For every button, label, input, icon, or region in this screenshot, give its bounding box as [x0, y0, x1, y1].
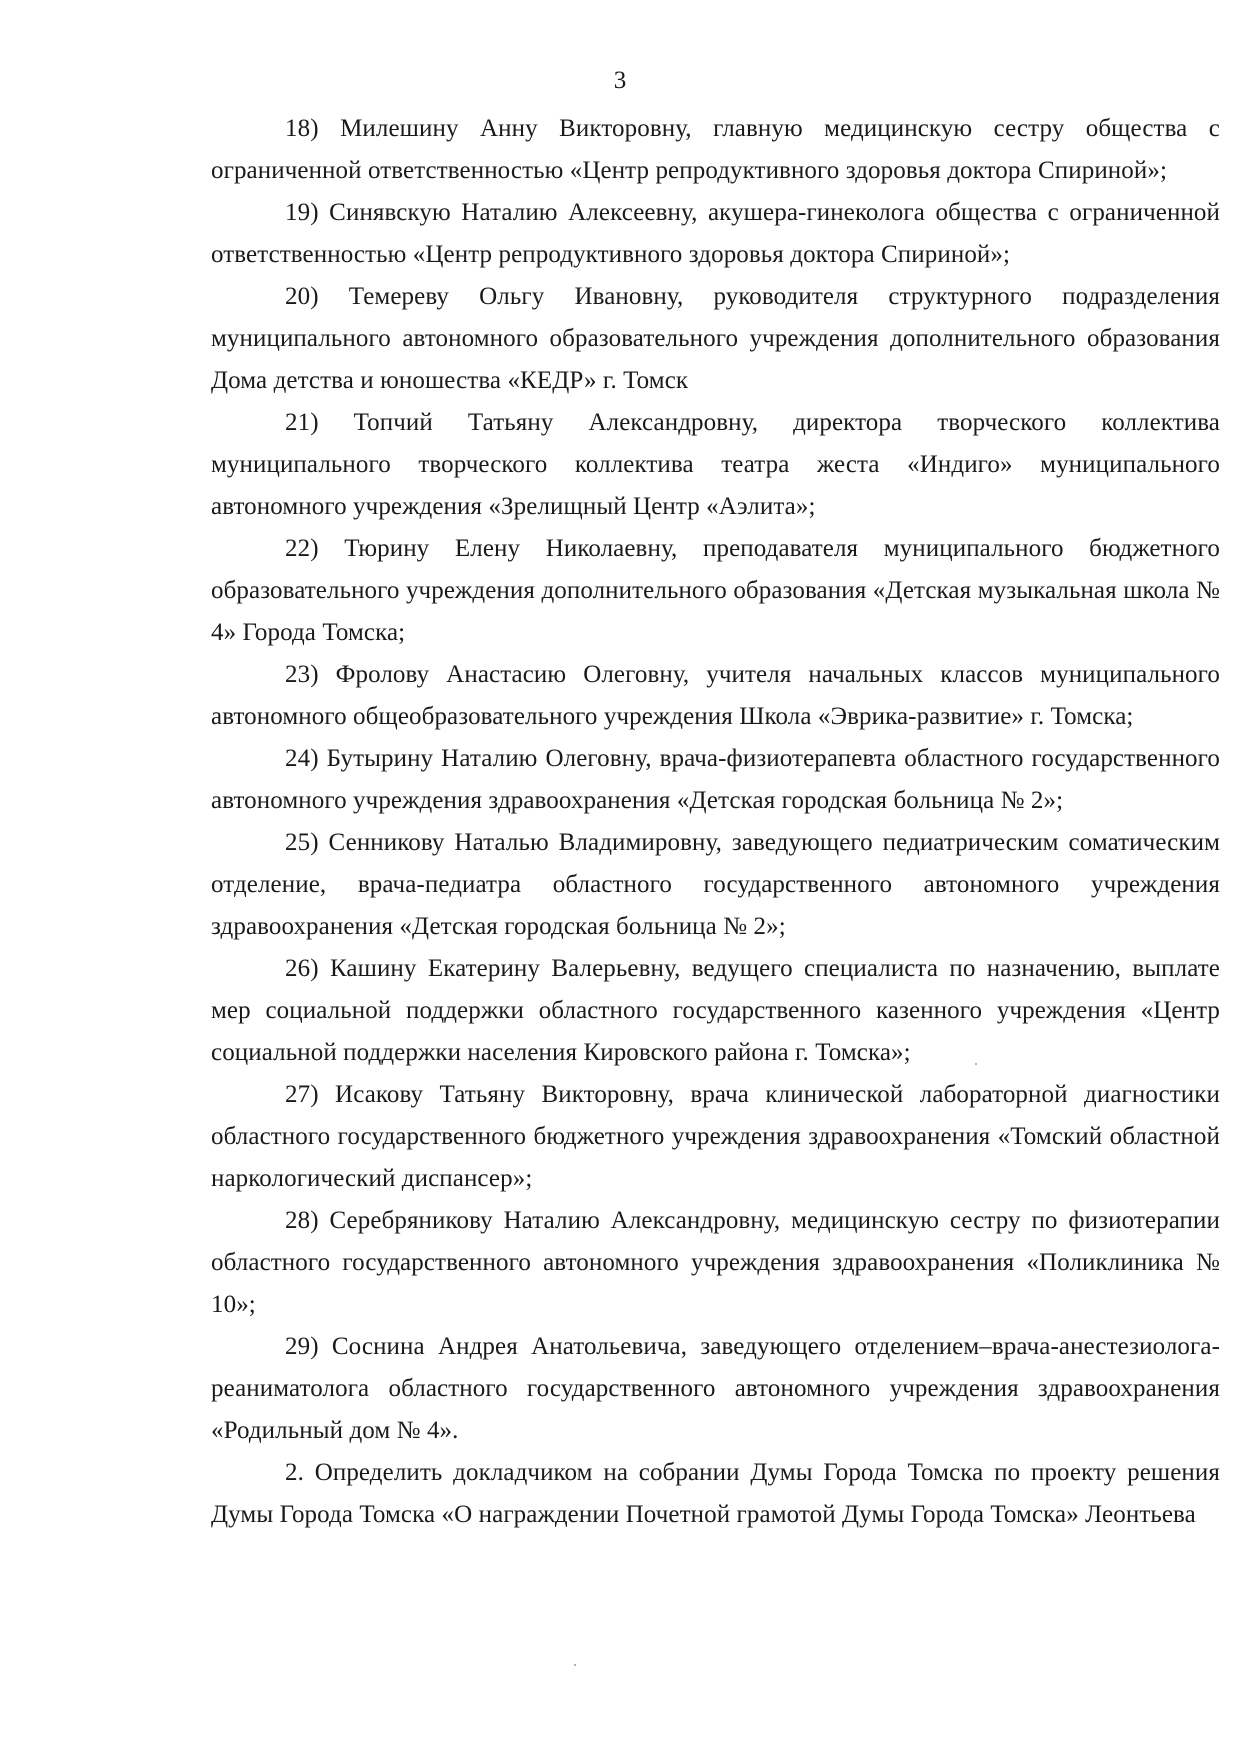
scan-speck [574, 1664, 576, 1666]
list-item-23: 23) Фролову Анастасию Олеговну, учителя начальных классов муниципального автономного общеобразовательного учреждения Школа «Эврика-развитие» г. Томска; [211, 661, 1220, 730]
list-item-24: 24) Бутырину Наталию Олеговну, врача-физиотерапевта областного государственного автономного учреждения здравоохранения «Детская городская больница № 2»; [211, 745, 1220, 814]
scan-speck [975, 1063, 977, 1065]
page-number: 3 [613, 67, 627, 94]
list-item-22: 22) Тюрину Елену Николаевну, преподавателя муниципального бюджетного образовательного учреждения дополнительного образования «Детская музыкальная школа № 4» Города Томска; [211, 535, 1220, 646]
list-item-27: 27) Исакову Татьяну Викторовну, врача клинической лабораторной диагностики областного государственного бюджетного учреждения здравоохранения «Томский областной наркологический диспансер»; [211, 1081, 1220, 1192]
clause-2-paragraph: 2. Определить докладчиком на собрании Думы Города Томска по проекту решения Думы Города Томска «О награждении Почетной грамотой Думы Города Томска» Леонтьева [211, 1459, 1220, 1528]
document-body [211, 108, 1220, 1536]
list-item-25: 25) Сенникову Наталью Владимировну, заведующего педиатрическим соматическим отделение, врача-педиатра областного государственного автономного учреждения здравоохранения «Детская городская больница № 2»; [211, 829, 1220, 940]
list-item-19: 19) Синявскую Наталию Алексеевну, акушера-гинеколога общества с ограниченной ответственностью «Центр репродуктивного здоровья доктора Спириной»; [211, 199, 1220, 268]
list-item-20: 20) Темереву Ольгу Ивановну, руководителя структурного подразделения муниципального автономного образовательного учреждения дополнительного образования Дома детства и юношества «КЕДР» г. Томск [211, 283, 1220, 394]
list-item-18: 18) Милешину Анну Викторовну, главную медицинскую сестру общества с ограниченной ответственностью «Центр репродуктивного здоровья доктора Спириной»; [211, 115, 1220, 184]
list-item-21: 21) Топчий Татьяну Александровну, директора творческого коллектива муниципального творческого коллектива театра жеста «Индиго» муниципального автономного учреждения «Зрелищный Центр «Аэлита»; [211, 409, 1220, 520]
list-item-28: 28) Серебряникову Наталию Александровну, медицинскую сестру по физиотерапии областного государственного автономного учреждения здравоохранения «Поликлиника № 10»; [211, 1207, 1220, 1318]
list-item-29: 29) Соснина Андрея Анатольевича, заведующего отделением–врача-анестезиолога-реаниматолога областного государственного автономного учреждения здравоохранения «Родильный дом № 4». [211, 1333, 1220, 1444]
list-item-26: 26) Кашину Екатерину Валерьевну, ведущего специалиста по назначению, выплате мер социальной поддержки областного государственного казенного учреждения «Центр социальной поддержки населения Кировского района г. Томска»; [211, 955, 1220, 1066]
